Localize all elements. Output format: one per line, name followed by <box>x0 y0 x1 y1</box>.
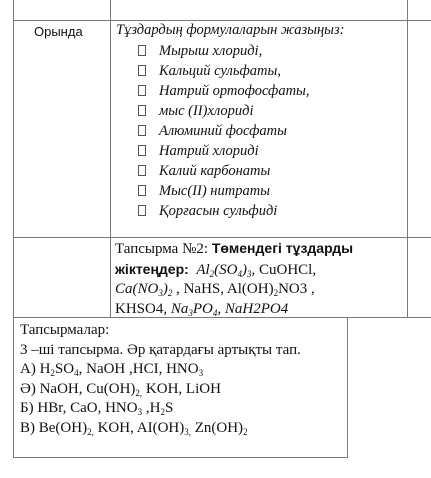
exercise2-lead: Тапсырма №2: <box>115 241 212 257</box>
rule-col3 <box>347 318 348 458</box>
rule-left <box>13 0 14 458</box>
formula-al2so43: $Al_2(SO_4)_3$ <box>196 261 252 279</box>
rule-col1 <box>110 0 111 318</box>
formula-cuohcl: , CuOHCl, <box>251 261 317 278</box>
missing-glyph-icon <box>138 165 146 176</box>
missing-glyph-icon <box>138 185 146 196</box>
rule-middle <box>13 237 431 238</box>
rule-bottom <box>13 457 348 458</box>
task-row-v: В) $Be(OH)_{2,}$ KOH, $AI(OH)_{3,}$ $Zn(OH)_2$ <box>20 419 248 437</box>
missing-glyph-icon <box>138 45 146 56</box>
formula-khso4: KHSO4, <box>115 300 171 317</box>
task-row-a: А) $H_2SO_4$, NaOH ,HCI, $HNO_3$ <box>20 361 204 378</box>
task-row-e: Ә) NaOH, $Cu(OH)_{2,}$ KOH, LiOH <box>20 380 221 398</box>
exercise2-instruction: Төмендегі тұздарды жіктеңдер: <box>115 240 354 277</box>
missing-glyph-icon <box>138 105 146 116</box>
formula-nahs-aloh: , NaHS, $Al(OH)_2NO3$ , <box>172 281 315 298</box>
tasks-block <box>20 321 301 438</box>
exercise1-title: Тұздардың формулаларын жазыңыз: <box>116 22 345 38</box>
tasks-header: Тапсырмалар: <box>20 322 110 338</box>
orynda-label: Орында <box>34 24 83 39</box>
exercise2-block <box>115 239 415 319</box>
formula-cano32: $Ca(NO_3)_2$ <box>115 281 173 298</box>
missing-glyph-icon <box>138 145 146 156</box>
missing-glyph-icon <box>138 85 146 96</box>
task-row-b: Б) HBr, CaO, $HNO_3$ $,H_2S$ <box>20 400 174 417</box>
rule-top <box>13 20 431 21</box>
missing-glyph-icon <box>138 205 146 216</box>
missing-glyph-icon <box>138 65 146 76</box>
missing-glyph-icon <box>138 125 146 136</box>
formula-na3po4: $Na_3PO_4$, NaH2PO4 <box>170 300 289 318</box>
tasks-intro: 3 –ші тапсырма. Әр қатардағы артықты тап. <box>20 341 301 358</box>
